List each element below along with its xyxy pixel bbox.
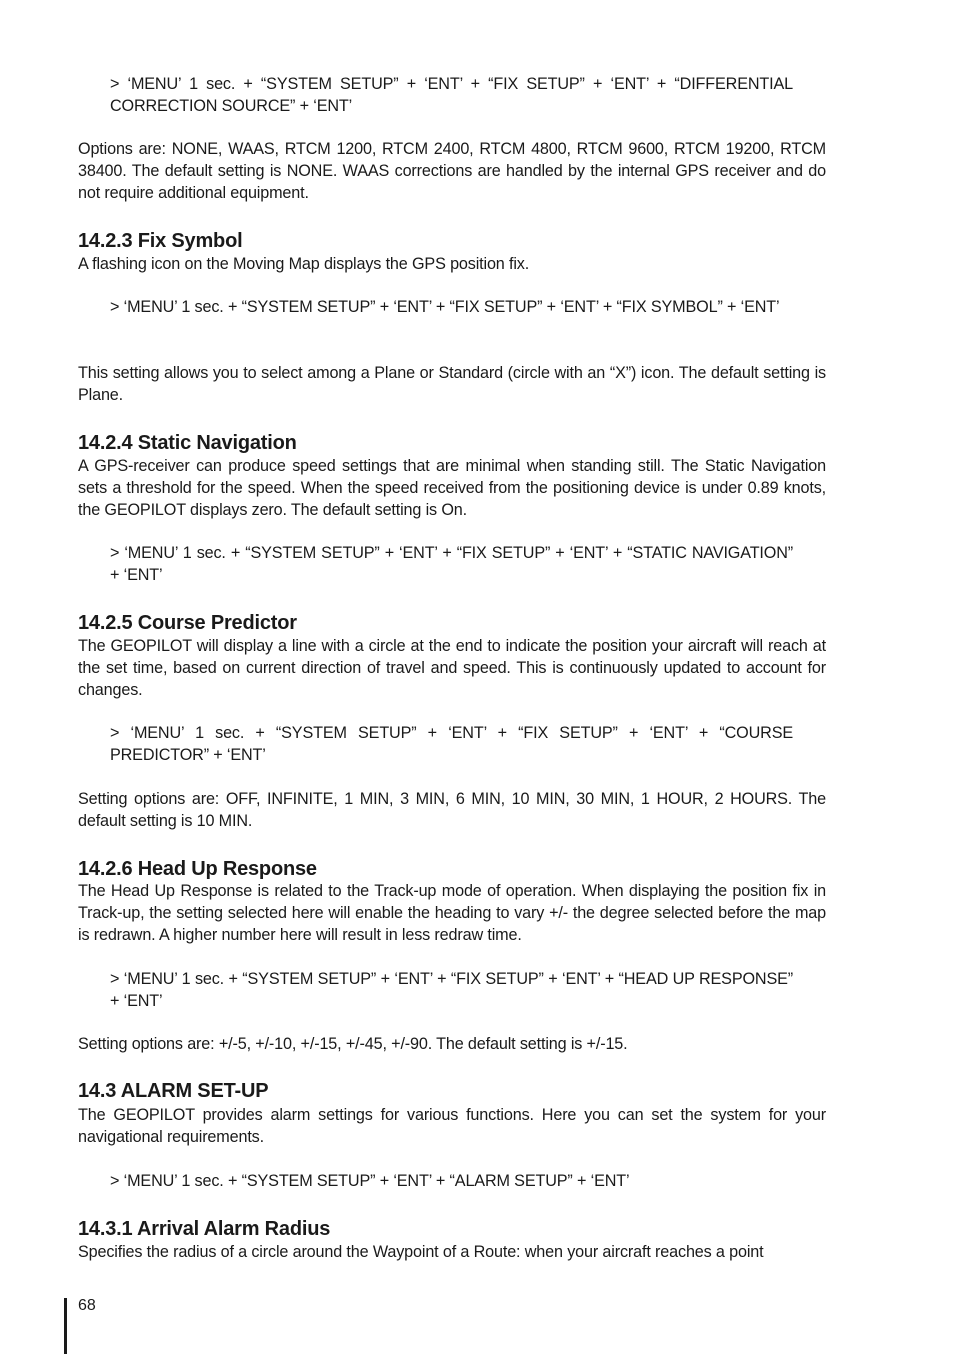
command-path: > ‘MENU’ 1 sec. + “SYSTEM SETUP” + ‘ENT’ + “FIX SETUP” + ‘ENT’ + “COURSE PREDICTOR” + ‘ENT’ bbox=[110, 724, 793, 764]
section-heading: 14.2.5 Course Predictor bbox=[78, 612, 297, 634]
paragraph: Specifies the radius of a circle around the Waypoint of a Route: when your aircraft reaches a point bbox=[78, 1243, 764, 1261]
command-path: > ‘MENU’ 1 sec. + “SYSTEM SETUP” + ‘ENT’ + “FIX SETUP” + ‘ENT’ + “HEAD UP RESPONSE” + ‘ENT’ bbox=[110, 970, 793, 1010]
command-path: > ‘MENU’ 1 sec. + “SYSTEM SETUP” + ‘ENT’ + “ALARM SETUP” + ‘ENT’ bbox=[110, 1172, 630, 1190]
paragraph: Setting options are: +/-5, +/-10, +/-15, +/-45, +/-90. The default setting is +/-15. bbox=[78, 1035, 628, 1053]
section-heading: 14.3.1 Arrival Alarm Radius bbox=[78, 1218, 331, 1240]
section-heading: 14.2.4 Static Navigation bbox=[78, 432, 297, 454]
command-path: > ‘MENU’ 1 sec. + “SYSTEM SETUP” + ‘ENT’ + “FIX SETUP” + ‘ENT’ + “DIFFERENTIAL CORRECTION SOURCE” + ‘ENT’ bbox=[110, 75, 793, 115]
paragraph: A GPS-receiver can produce speed settings that are minimal when standing still. The Static Navigation sets a threshold for the speed. When the speed received from the positioning device is under 0.89 knots, the GEOPILOT displays zero. The default setting is On. bbox=[78, 457, 826, 519]
paragraph: Setting options are: OFF, INFINITE, 1 MIN, 3 MIN, 6 MIN, 10 MIN, 30 MIN, 1 HOUR, 2 HOURS. The default setting is 10 MIN. bbox=[78, 790, 826, 830]
section-heading: 14.2.6 Head Up Response bbox=[78, 858, 317, 880]
paragraph: This setting allows you to select among a Plane or Standard (circle with an “X”) icon. The default setting is Plane. bbox=[78, 364, 826, 404]
paragraph: A flashing icon on the Moving Map displays the GPS position fix. bbox=[78, 255, 530, 273]
command-path: > ‘MENU’ 1 sec. + “SYSTEM SETUP” + ‘ENT’ + “FIX SETUP” + ‘ENT’ + “FIX SYMBOL” + ‘ENT’ bbox=[110, 298, 780, 316]
paragraph: The GEOPILOT will display a line with a circle at the end to indicate the position your aircraft will reach at the set time, based on current direction of travel and speed. This is continuously updated to account for changes. bbox=[78, 637, 826, 699]
paragraph: Options are: NONE, WAAS, RTCM 1200, RTCM 2400, RTCM 4800, RTCM 9600, RTCM 19200, RTCM 38400. The default setting is NONE. WAAS corrections are handled by the internal GPS receiver and do not require additional equipment. bbox=[78, 140, 826, 202]
page-number: 68 bbox=[78, 1297, 96, 1314]
section-heading: 14.3 ALARM SET-UP bbox=[78, 1080, 269, 1102]
command-path: > ‘MENU’ 1 sec. + “SYSTEM SETUP” + ‘ENT’ + “FIX SETUP” + ‘ENT’ + “STATIC NAVIGATION” + ‘ENT’ bbox=[110, 544, 793, 584]
paragraph: The Head Up Response is related to the Track-up mode of operation. When displaying the position fix in Track-up, the setting selected here will enable the heading to vary +/- the degree selected before the map is redrawn. A higher number here will result in less redraw time. bbox=[78, 882, 826, 944]
paragraph: The GEOPILOT provides alarm settings for various functions. Here you can set the system for your navigational requirements. bbox=[78, 1106, 826, 1146]
section-heading: 14.2.3 Fix Symbol bbox=[78, 230, 243, 252]
footer-rule bbox=[64, 1298, 67, 1354]
